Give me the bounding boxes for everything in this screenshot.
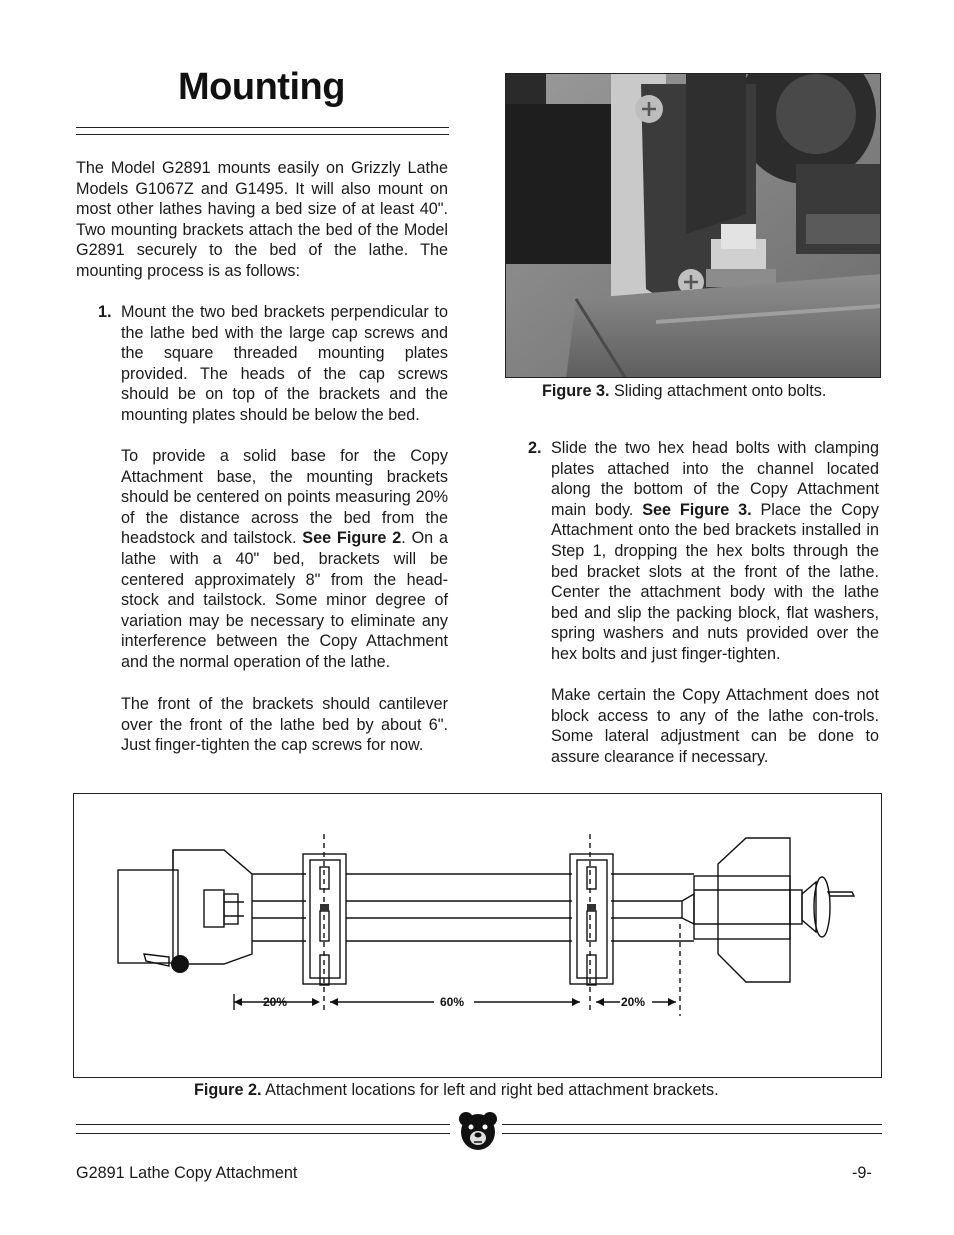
step-2-paragraph-1: Slide the two hex head bolts with clamping plates attached into the channel located along the bottom of the Copy Attachment main body. See Figure 3. Place the Copy Attachment onto the bed brackets installed in Step 1, dropping the hex bolts through the bed bracket slots at the front of the lathe. Center the attachment body with the lathe bed and slip the packing block, flat washers, spring washers and nuts provided over the hex bolts and just finger-tighten. bbox=[551, 439, 879, 663]
chuck bbox=[204, 890, 224, 927]
headstock-lever bbox=[144, 954, 169, 966]
footer-rule-right-top bbox=[502, 1124, 882, 1125]
step-1-number: 1. bbox=[98, 303, 112, 321]
see-figure-3-ref: See Figure 3. bbox=[642, 500, 752, 519]
dimension-center-label: 60% bbox=[440, 995, 465, 1009]
footer-page-number: -9- bbox=[852, 1164, 872, 1182]
figure-2-diagram bbox=[74, 794, 880, 1076]
figure-2-caption: Figure 2. Attachment locations for left and right bed attachment brackets. bbox=[194, 1081, 719, 1099]
see-figure-2-ref: See Figure 2 bbox=[302, 529, 402, 548]
figure-3-caption: Figure 3. Sliding attachment onto bolts. bbox=[542, 382, 827, 400]
intro-paragraph: The Model G2891 mounts easily on Grizzly Lathe Models G1067Z and G1495. It will also mount on most other lathes having a bed size of at least 40". Two mounting brackets attach the bed of the Model G2891 securely to the bed of the lathe. The mounting process is as follows: bbox=[76, 159, 448, 280]
footer-rule-left-top bbox=[76, 1124, 450, 1125]
tailstock-quill bbox=[694, 876, 790, 939]
tailstock-housing bbox=[718, 838, 790, 982]
figure-3-photo bbox=[505, 73, 881, 378]
footer-product-name: G2891 Lathe Copy Attachment bbox=[76, 1164, 298, 1182]
step-1-paragraph-3: The front of the brackets should cantilever over the front of the lathe bed by about 6". Just finger-tighten the cap screws for now. bbox=[121, 695, 448, 755]
dimension-left-label: 20% bbox=[263, 995, 288, 1009]
bear-logo-icon bbox=[457, 1110, 499, 1152]
step-2-paragraph-2: Make certain the Copy Attachment does not block access to any of the lathe con-trols. Some lateral adjustment can be done to assure clearance if necessary. bbox=[551, 686, 879, 766]
footer-rule-left-bottom bbox=[76, 1133, 450, 1134]
figure-3-photo-graphic bbox=[506, 74, 881, 378]
title-rule-bottom bbox=[76, 134, 449, 135]
page-title: Mounting bbox=[178, 66, 345, 108]
headstock-housing bbox=[173, 850, 252, 964]
footer-rule-right-bottom bbox=[502, 1133, 882, 1134]
tailstock-quill-tip bbox=[682, 894, 694, 924]
headstock-knob bbox=[171, 955, 189, 973]
step-2-number: 2. bbox=[528, 439, 542, 457]
dimension-right-label: 20% bbox=[621, 995, 646, 1009]
figure-2-box bbox=[73, 793, 882, 1078]
headstock-box bbox=[118, 870, 178, 963]
tailstock-hub bbox=[790, 890, 802, 924]
title-rule-top bbox=[76, 127, 449, 128]
step-1-paragraph-1: Mount the two bed brackets perpendicular to the lathe bed with the large cap screws and the square threaded mounting plates provided. The heads of the cap screws should be on top of the brackets and the mounting plates should be below the bed. bbox=[121, 303, 448, 424]
step-1-paragraph-2: To provide a solid base for the Copy Attachment base, the mounting brackets should be centered on points measuring 20% of the distance across the bed from the headstock and tailstock. See Figure 2. On a lathe with a 40" bed, brackets will be centered approximately 8" from the head-stock and tailstock. Some minor degree of variation may be necessary to eliminate any interference between the Copy Attachment and the normal operation of the lathe. bbox=[121, 447, 449, 671]
